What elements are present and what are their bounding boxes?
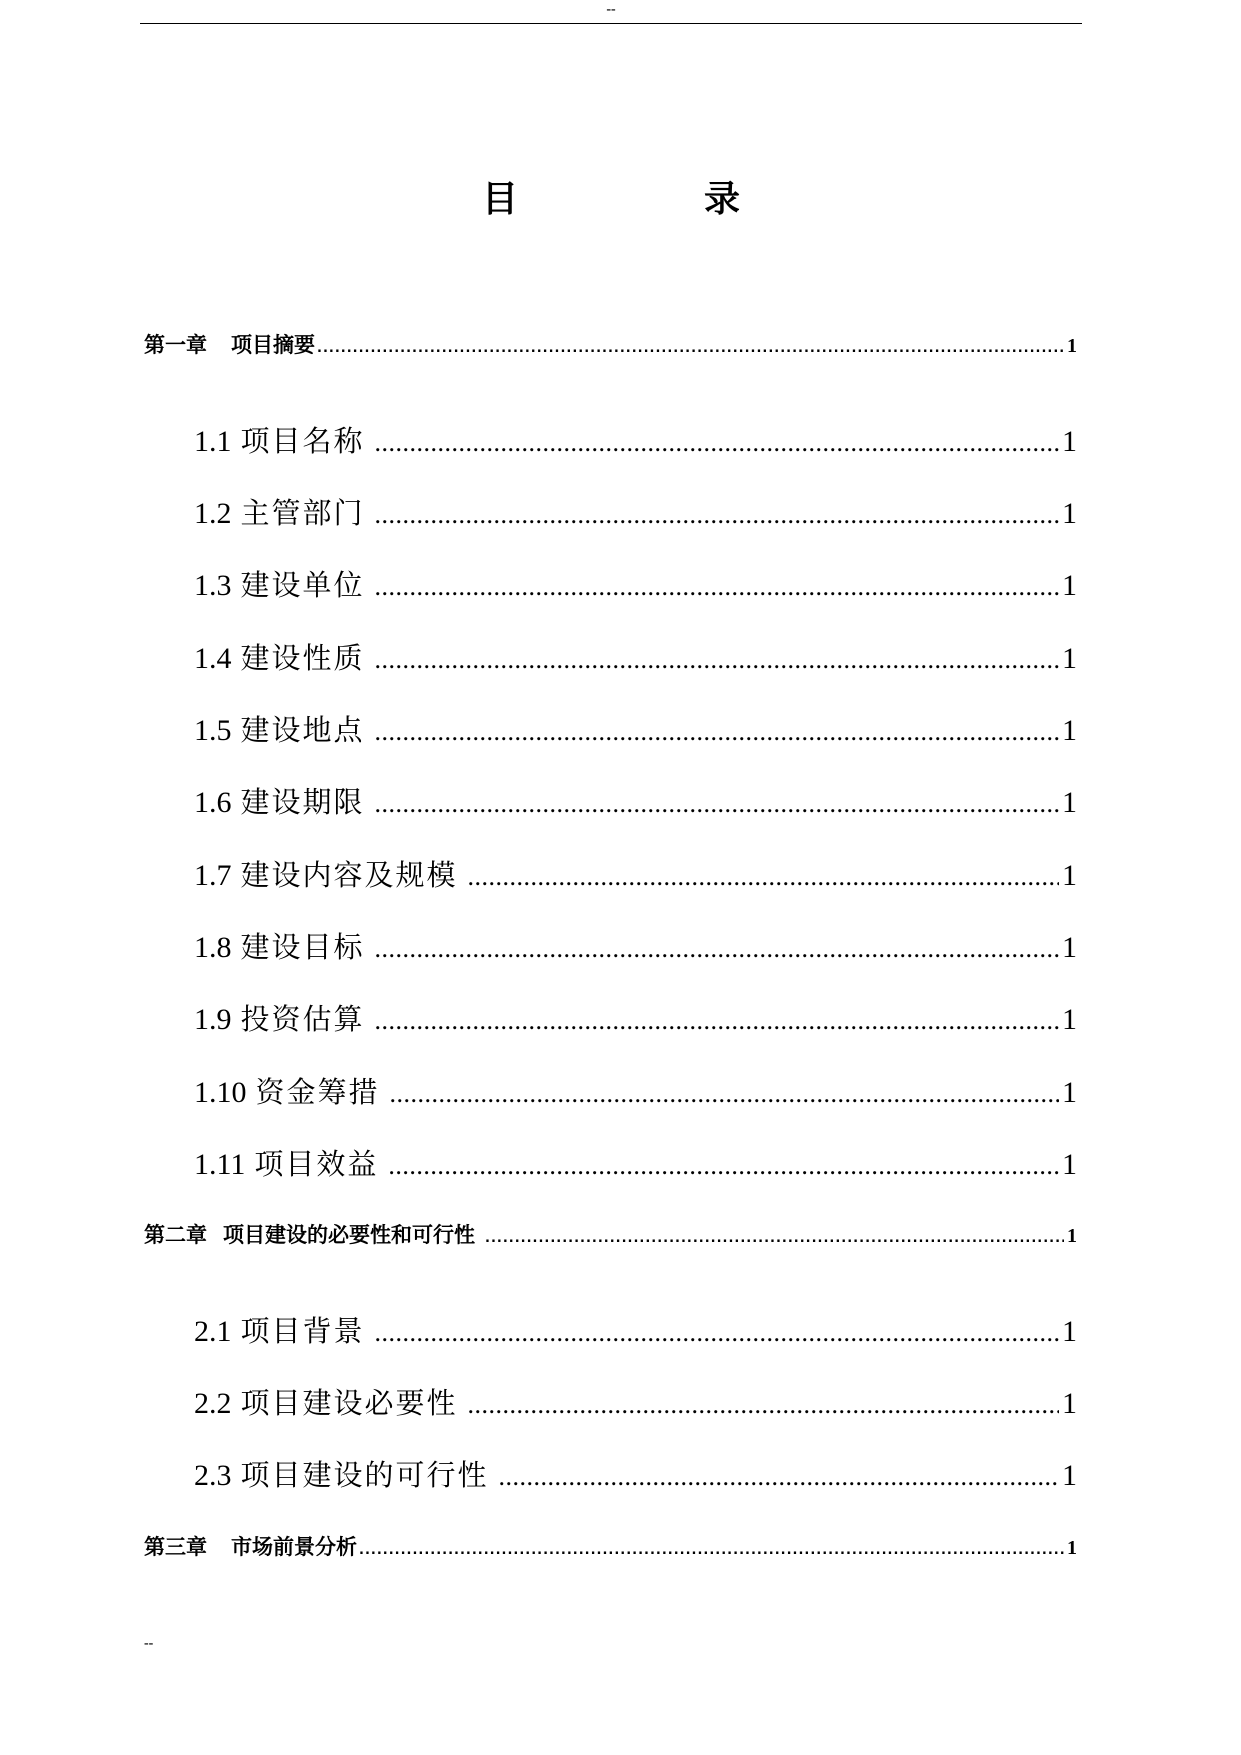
dot-leader: [388, 1144, 1059, 1188]
chapter-title: 市场前景分析: [231, 1535, 357, 1559]
dot-leader: [468, 855, 1059, 899]
section-number: 1.3: [194, 569, 232, 602]
toc-chapter-3[interactable]: [144, 1532, 1077, 1562]
dot-leader: [375, 493, 1059, 537]
toc-section-1-4[interactable]: [194, 636, 1077, 680]
page-number: 1: [1062, 1076, 1077, 1109]
toc-section-1-7[interactable]: [194, 853, 1077, 897]
section-title: 项目效益: [254, 1147, 379, 1181]
page-number: 1: [1062, 1148, 1077, 1181]
section-number: 1.6: [194, 786, 232, 819]
page-number: 1: [1062, 569, 1077, 602]
toc-section-2-2[interactable]: [194, 1381, 1077, 1425]
section-title: 建设地点: [240, 713, 365, 747]
page-number: 1: [1062, 1459, 1077, 1492]
section-title: 建设内容及规模: [240, 858, 458, 892]
page-number: 1: [1062, 1315, 1077, 1348]
toc-section-1-5[interactable]: [194, 708, 1077, 752]
section-number: 1.11: [194, 1148, 246, 1181]
toc-chapter-2[interactable]: [144, 1220, 1077, 1250]
chapter-title: 项目摘要: [231, 333, 315, 357]
toc-section-1-3[interactable]: [194, 563, 1077, 607]
page-number: 1: [1067, 1537, 1077, 1559]
dot-leader: [375, 638, 1059, 682]
dot-leader: [375, 565, 1059, 609]
section-number: 2.2: [194, 1387, 232, 1420]
toc-section-1-8[interactable]: [194, 925, 1077, 969]
chapter-title: 项目建设的必要性和可行性: [223, 1223, 475, 1247]
toc-section-1-9[interactable]: [194, 997, 1077, 1041]
page-number: 1: [1062, 931, 1077, 964]
toc-section-1-2[interactable]: [194, 491, 1077, 535]
section-number: 2.3: [194, 1459, 232, 1492]
section-number: 1.9: [194, 1003, 232, 1036]
toc-section-2-1[interactable]: [194, 1309, 1077, 1353]
toc-section-1-1[interactable]: [194, 419, 1077, 463]
section-number: 1.7: [194, 859, 232, 892]
toc-section-2-3[interactable]: [194, 1453, 1077, 1497]
section-title: 项目建设必要性: [240, 1386, 458, 1420]
section-title: 建设单位: [240, 568, 365, 602]
page-footer-mark: --: [144, 1636, 154, 1651]
section-number: 1.1: [194, 425, 232, 458]
page-number: 1: [1062, 859, 1077, 892]
page-number: 1: [1067, 335, 1077, 357]
section-number: 1.8: [194, 931, 232, 964]
toc-section-1-6[interactable]: [194, 780, 1077, 824]
toc-title-char-1: 目: [482, 179, 519, 220]
dot-leader: [499, 1455, 1059, 1499]
chapter-number: 第三章: [144, 1535, 207, 1559]
section-title: 建设目标: [240, 930, 365, 964]
section-title: 建设期限: [240, 785, 365, 819]
section-title: 主管部门: [240, 496, 365, 530]
section-title: 投资估算: [240, 1002, 365, 1036]
dot-leader: [375, 421, 1059, 465]
page-number: 1: [1062, 714, 1077, 747]
dot-leader: [390, 1072, 1059, 1116]
dot-leader: [375, 999, 1059, 1043]
page-number: 1: [1062, 425, 1077, 458]
dot-leader: [485, 1224, 1064, 1254]
page-number: 1: [1062, 786, 1077, 819]
page-number: 1: [1062, 642, 1077, 675]
dot-leader: [375, 1311, 1059, 1355]
section-number: 1.2: [194, 497, 232, 530]
section-title: 项目背景: [240, 1314, 365, 1348]
chapter-number: 第一章: [144, 333, 207, 357]
section-title: 建设性质: [240, 641, 365, 675]
page-header-mark: --: [606, 2, 616, 17]
chapter-number: 第二章: [144, 1223, 207, 1247]
section-number: 1.10: [194, 1076, 247, 1109]
section-number: 2.1: [194, 1315, 232, 1348]
section-title: 项目建设的可行性: [240, 1458, 489, 1492]
toc-title-char-2: 录: [704, 179, 741, 220]
section-number: 1.4: [194, 642, 232, 675]
toc-section-1-10[interactable]: [194, 1070, 1077, 1114]
section-title: 项目名称: [240, 424, 365, 458]
dot-leader: [468, 1383, 1059, 1427]
dot-leader: [375, 782, 1059, 826]
page-number: 1: [1062, 1387, 1077, 1420]
dot-leader: [359, 1536, 1064, 1566]
page-number: 1: [1062, 497, 1077, 530]
page-number: 1: [1067, 1225, 1077, 1247]
section-title: 资金筹措: [255, 1075, 380, 1109]
toc-section-1-11[interactable]: [194, 1142, 1077, 1186]
section-number: 1.5: [194, 714, 232, 747]
dot-leader: [375, 927, 1059, 971]
dot-leader: [317, 334, 1064, 364]
page-number: 1: [1062, 1003, 1077, 1036]
dot-leader: [375, 710, 1059, 754]
toc-chapter-1[interactable]: [144, 330, 1077, 360]
